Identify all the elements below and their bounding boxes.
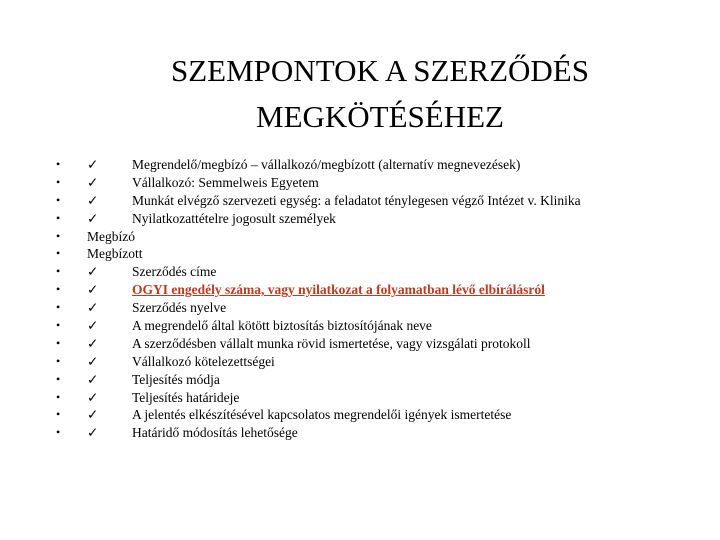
bullet-icon: • [56,246,61,261]
item-text: Teljesítés határideje [132,389,240,405]
item-text: Vállalkozó kötelezettségei [132,353,275,369]
item-text: Megbízott [87,246,143,262]
item-text: Teljesítés módja [132,371,220,387]
title-line-2: MEGKÖTÉSÉHEZ [256,99,504,134]
checkmark-icon: ✓ [87,282,99,298]
item-text: Megbízó [87,228,135,244]
bullet-icon: • [56,318,61,333]
item-text: Megrendelő/megbízó – vállalkozó/megbízott (alternatív megnevezések) [132,157,521,172]
checkmark-icon: ✓ [87,335,99,351]
bullet-icon: • [56,353,61,368]
item-text: A megrendelő által kötött biztosítás biztosítójának neve [132,318,432,334]
checkmark-icon: ✓ [87,300,99,316]
bullet-icon: • [56,264,61,279]
bullet-icon: • [56,300,61,315]
bullet-icon: • [56,282,61,297]
checkmark-icon: ✓ [87,157,99,172]
bullet-icon: • [56,371,61,386]
bullet-icon: • [56,335,61,350]
bullet-icon: • [56,407,61,422]
item-text: Vállalkozó: Semmelweis Egyetem [132,174,319,190]
checkmark-icon: ✓ [87,174,99,190]
highlighted-item-text: OGYI engedély száma, vagy nyilatkozat a folyamatban lévő elbírálásról [132,282,545,298]
bullet-icon: • [56,174,61,189]
slide-title [100,48,660,140]
checkmark-icon: ✓ [87,318,99,334]
checkmark-icon: ✓ [87,371,99,387]
checkmark-icon: ✓ [87,389,99,405]
bullet-icon: • [56,192,61,207]
bullet-icon: • [56,425,61,440]
checkmark-icon: ✓ [87,407,99,423]
checkmark-icon: ✓ [87,192,99,208]
item-text: Szerződés címe [132,264,217,280]
item-text: Határidő módosítás lehetősége [132,425,298,441]
item-text: Szerződés nyelve [132,300,227,316]
bullet-icon: • [56,210,61,225]
bullet-icon: • [56,228,61,243]
bullet-icon: • [56,389,61,404]
item-text: Nyilatkozattételre jogosult személyek [132,210,336,226]
item-text: A jelentés elkészítésével kapcsolatos megrendelői igények ismertetése [132,407,512,423]
item-text: Munkát elvégző szervezeti egység: a feladatot ténylegesen végző Intézet v. Klinika [132,192,581,208]
bullet-icon: • [56,157,61,171]
checkmark-icon: ✓ [87,425,99,441]
checkmark-icon: ✓ [87,353,99,369]
checkmark-icon: ✓ [87,210,99,226]
title-line-1: SZEMPONTOK A SZERZŐDÉS [171,53,589,88]
checkmark-icon: ✓ [87,264,99,280]
item-text: A szerződésben vállalt munka rövid ismertetése, vagy vizsgálati protokoll [132,335,531,351]
